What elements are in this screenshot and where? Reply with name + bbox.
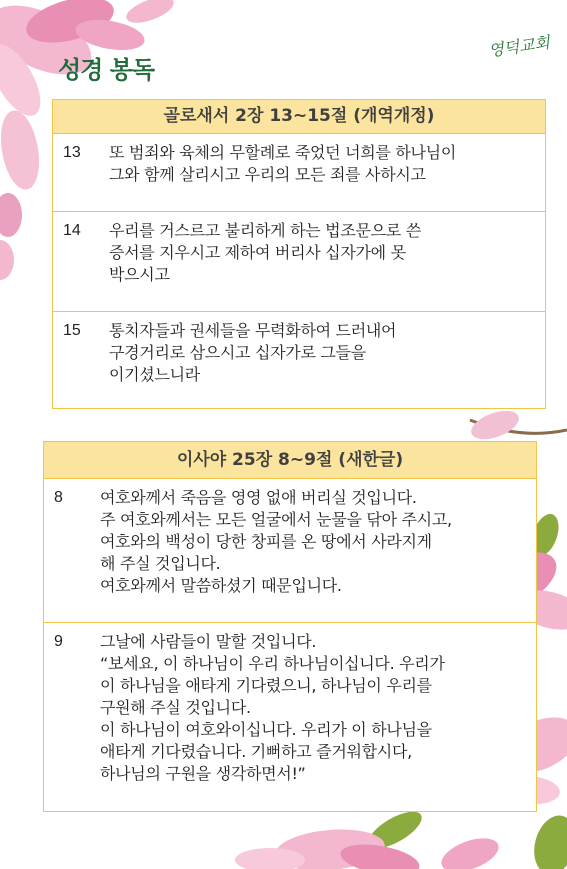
- church-logo: 영덕교회: [487, 32, 551, 61]
- reading-panel-isaiah: [43, 441, 537, 812]
- verse-number: 14: [63, 222, 81, 239]
- verse-number: 13: [63, 144, 81, 161]
- verse-text: 또 범죄와 육체의 무할례로 죽었던 너희를 하나님이 그와 함께 살리시고 우리의 모든 죄를 사하시고: [109, 143, 456, 184]
- verse-row: [44, 623, 536, 811]
- verse-row: [53, 134, 545, 212]
- verse-text: 여호와께서 죽음을 영영 없애 버리실 것입니다. 주 여호와께서는 모든 얼굴에서 눈물을 닦아 주시고, 여호와의 백성이 당한 창피를 온 땅에서 사라지게 해 주실 것입니다. 여호와께서 말씀하셨기 때문입니다.: [100, 488, 452, 595]
- verse-text: 그날에 사람들이 말할 것입니다. “보세요, 이 하나님이 우리 하나님이십니다. 우리가 이 하나님을 애타게 기다렸으니, 하나님이 우리를 구원해 주실 것입니다. 이 하나님이 여호와이십니다. 우리가 이 하나님을 애타게 기다렸습니다. 기뻐하고 즐거워합시다, 하나님의 구원을 생각하면서!”: [100, 632, 445, 783]
- verse-row: [44, 479, 536, 623]
- reading-heading: 골로새서 2장 13~15절 (개역개정): [53, 100, 545, 134]
- verse-text: 우리를 거스르고 불리하게 하는 법조문으로 쓴 증서를 지우시고 제하여 버리사 십자가에 못 박으시고: [109, 221, 421, 284]
- verse-number: 15: [63, 322, 81, 339]
- verse-number: 8: [54, 489, 63, 506]
- verse-text: 통치자들과 권세들을 무력화하여 드러내어 구경거리로 삼으시고 십자가로 그들을 이기셨느니라: [109, 321, 397, 384]
- verse-number: 9: [54, 633, 63, 650]
- verse-row: [53, 212, 545, 312]
- reading-panel-colossians: [52, 99, 546, 409]
- verse-row: [53, 312, 545, 408]
- page-title: 성경 봉독: [58, 56, 155, 84]
- reading-heading: 이사야 25장 8~9절 (새한글): [44, 442, 536, 479]
